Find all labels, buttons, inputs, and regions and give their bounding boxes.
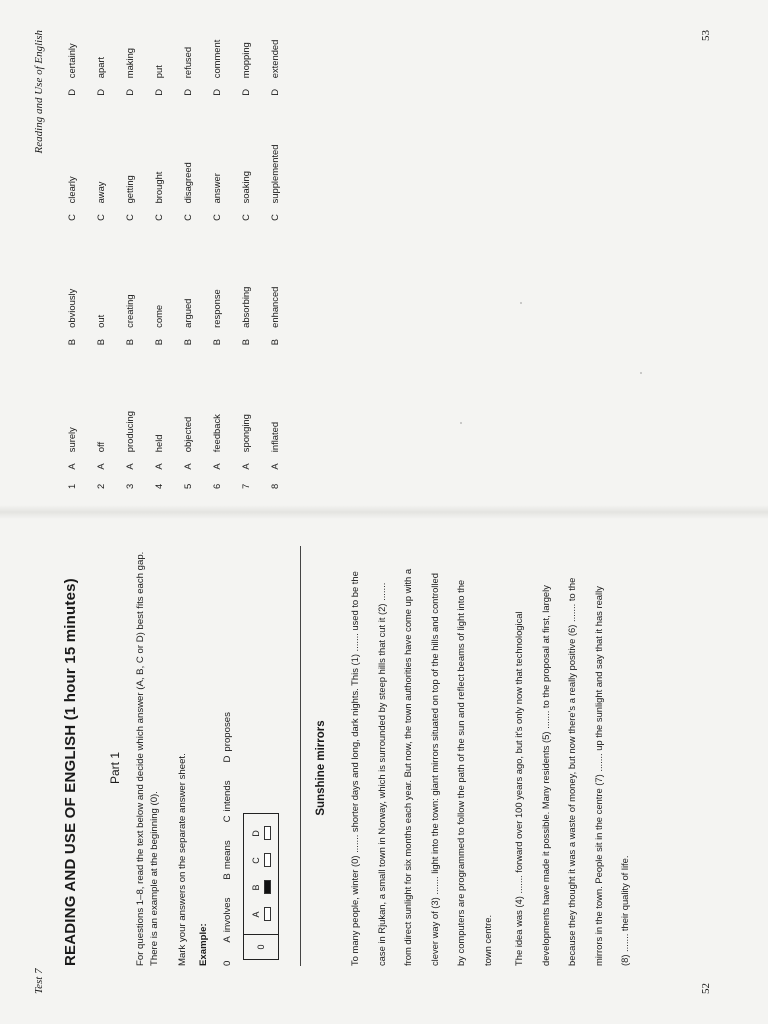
option-word: comment (211, 39, 222, 79)
question-number: 7 (240, 483, 251, 489)
option-word: surely (66, 427, 77, 453)
text-line: developments have made it possible. Many residents (5) ....... to the proposal at first, largely (539, 585, 551, 966)
option-letter: C (211, 214, 222, 221)
scan-speck (520, 302, 522, 304)
option-letter: B (124, 339, 135, 346)
option-word: creating (124, 294, 135, 328)
option-letter: C (66, 214, 77, 221)
option-word: refused (182, 46, 193, 79)
answer-box-option: D (251, 827, 271, 841)
option-word: held (153, 434, 164, 453)
example-option: Dproposes (222, 712, 233, 763)
option-word: inflated (269, 421, 280, 453)
option-word: making (124, 47, 135, 79)
options-table (57, 0, 289, 489)
example-number: 0 (222, 960, 233, 966)
divider (300, 546, 301, 966)
example-label: Example: (198, 923, 209, 966)
option-word: enhanced (269, 286, 280, 328)
question-number: 8 (269, 483, 280, 489)
question-number: 3 (124, 483, 135, 489)
text-line: from direct sunlight for six months each year. But now, the town authorities have come up with a (402, 568, 413, 966)
scan-speck (640, 372, 642, 374)
option-word: producing (124, 411, 135, 453)
part-heading: Part 1 (108, 752, 122, 785)
option-letter: C (240, 214, 251, 221)
option-word: response (211, 289, 222, 328)
option-word: objected (182, 416, 193, 453)
page-title: READING AND USE OF ENGLISH (1 hour 15 minutes) (62, 578, 79, 966)
question-number: 5 (182, 483, 193, 489)
text-line: by computers are programmed to follow the path of the sun and reflect beams of light into the (455, 579, 466, 966)
example-answer-box (243, 813, 279, 960)
example-options (222, 586, 233, 966)
option-word: come (153, 304, 164, 328)
option-word: extended (269, 39, 280, 79)
option-word: feedback (211, 414, 222, 453)
text-line: mirrors in the town. People sit in the centre (7) ....... up the sunlight and say that it has really (592, 586, 604, 966)
option-word: mopping (240, 42, 251, 79)
question-row (260, 0, 289, 489)
question-row (86, 0, 115, 489)
answer-box-option: A (251, 908, 271, 922)
answer-bubble (264, 827, 271, 841)
option-word: absorbing (240, 286, 251, 328)
option-letter: A (66, 463, 77, 470)
option-word: away (95, 181, 106, 204)
question-number: 1 (66, 483, 77, 489)
answer-box-option: B (251, 881, 271, 895)
option-letter: C (269, 214, 280, 221)
answer-bubble (264, 854, 271, 868)
option-letter: D (269, 88, 280, 96)
running-head-left: Test 7 (33, 968, 45, 994)
option-letter: B (182, 339, 193, 346)
question-row (144, 0, 173, 489)
option-letter: C (124, 214, 135, 221)
body-paragraph-2 (506, 542, 639, 966)
example-option: Ainvolves (222, 897, 233, 943)
text-line: town centre. (481, 914, 493, 966)
question-row (173, 0, 202, 489)
page-number-right: 53 (700, 30, 712, 41)
option-word: supplemented (269, 144, 280, 204)
option-word: clearly (66, 176, 77, 204)
question-row (231, 0, 260, 489)
instruction-line: For questions 1–8, read the text below and decide which answer (A, B, C or D) best fits each gap. (135, 551, 146, 966)
answer-bubble-selected (264, 881, 271, 895)
answer-box-option: C (251, 854, 271, 868)
option-letter: B (269, 339, 280, 346)
question-number: 2 (95, 483, 106, 489)
example-option: Cintends (222, 780, 233, 823)
text-line: To many people, winter (0) ....... shorter days and long, dark nights. This (1) ....... used to be the (349, 571, 360, 966)
answer-box-grid (244, 814, 278, 934)
option-word: certainly (66, 43, 77, 79)
option-letter: C (153, 214, 164, 221)
option-word: disagreed (182, 162, 193, 204)
body-paragraph-1 (342, 542, 501, 966)
option-letter: C (182, 214, 193, 221)
option-word: out (95, 314, 106, 328)
option-letter: D (95, 88, 106, 96)
instructions (134, 546, 162, 966)
option-letter: D (124, 88, 135, 96)
instruction-line: There is an example at the beginning (0). (149, 791, 160, 966)
option-letter: B (211, 339, 222, 346)
text-line: (8) ....... their quality of life. (619, 855, 630, 966)
question-row (202, 0, 231, 489)
option-word: answer (211, 173, 222, 204)
option-letter: D (182, 88, 193, 96)
option-letter: A (182, 463, 193, 470)
question-number: 6 (211, 483, 222, 489)
option-word: brought (153, 171, 164, 204)
option-letter: D (240, 88, 251, 96)
option-letter: A (124, 463, 135, 470)
option-word: off (95, 441, 106, 453)
option-letter: A (211, 463, 222, 470)
option-letter: C (95, 214, 106, 221)
option-letter: D (66, 88, 77, 96)
option-word: getting (124, 175, 135, 204)
option-letter: B (153, 339, 164, 346)
running-head-right: Reading and Use of English (33, 30, 45, 154)
left-page (0, 512, 768, 1024)
option-letter: B (95, 339, 106, 346)
option-word: obviously (66, 288, 77, 328)
option-letter: B (240, 339, 251, 346)
option-letter: A (240, 463, 251, 470)
mark-answers-note: Mark your answers on the separate answer sheet. (177, 753, 188, 966)
option-letter: D (153, 88, 164, 96)
answer-bubble (264, 908, 271, 922)
scan-speck (460, 422, 462, 424)
example-option: Bmeans (222, 840, 233, 880)
option-letter: A (153, 463, 164, 470)
answer-box-number: 0 (244, 934, 278, 959)
option-letter: B (66, 339, 77, 346)
option-word: put (153, 65, 164, 79)
page-number-left: 52 (700, 983, 712, 994)
option-word: apart (95, 56, 106, 79)
text-title: Sunshine mirrors (315, 720, 327, 816)
question-number: 4 (153, 483, 164, 489)
option-letter: D (211, 88, 222, 96)
text-line: clever way of (3) ....... light into the town: giant mirrors situated on top of the hills and controlled (428, 573, 440, 966)
option-word: argued (182, 298, 193, 328)
question-row (115, 0, 144, 489)
option-letter: A (269, 463, 280, 470)
text-line: because they thought it was a waste of money, but now there's a really positive (6) ....... to the (566, 577, 577, 966)
question-row (57, 0, 86, 489)
option-word: sponging (240, 414, 251, 453)
text-line: case in Rjukan, a small town in Norway, which is surrounded by steep hills that cut it (2) ....... (375, 582, 387, 966)
option-word: soaking (240, 171, 251, 204)
text-line: The idea was (4) ....... forward over 100 years ago, but it's only now that technological (513, 611, 524, 966)
option-letter: A (95, 463, 106, 470)
